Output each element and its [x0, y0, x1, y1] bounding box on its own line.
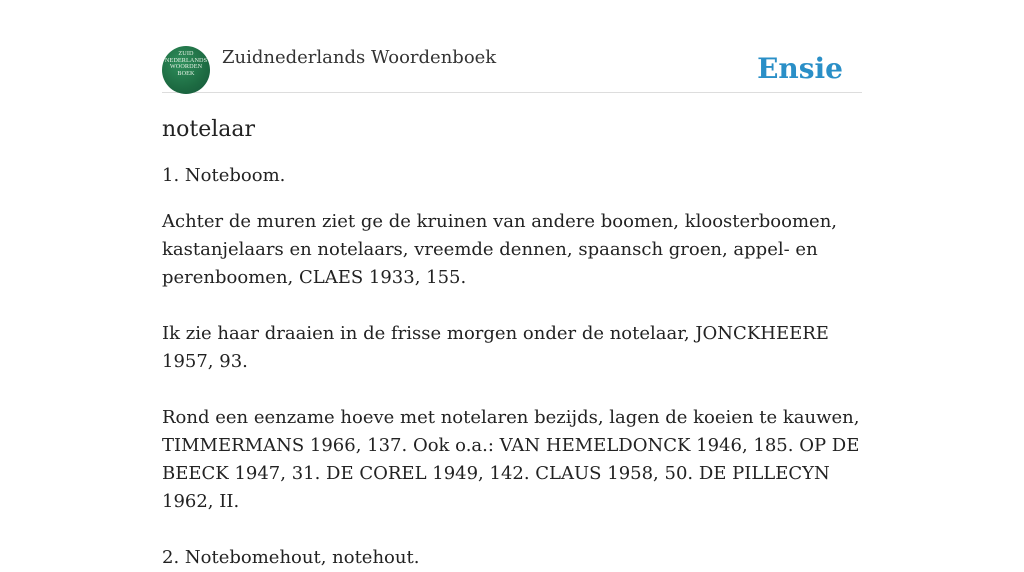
- site-logo[interactable]: [162, 46, 210, 94]
- entry-content: [162, 112, 862, 572]
- site-header: [162, 46, 862, 93]
- sense-1: 1. Noteboom.: [162, 165, 286, 186]
- sense-2: 2. Notebomehout, notehout.: [162, 547, 420, 568]
- citation-quote: Rond een eenzame hoeve met notelaren bezijds, lagen de koeien te kauwen, TIMMERMANS 1966, 137. Ook o.a.: VAN HEMELDONCK 1946, 185. OP DE BEECK 1947, 31. DE COREL 1949, 142. CLAUS 1958, 50. DE PILLECYN 1962, II.: [162, 407, 860, 512]
- entry-headword: notelaar: [162, 117, 256, 142]
- citation-quote: Achter de muren ziet ge de kruinen van andere boomen, kloosterboomen, kastanjelaars en notelaars, vreemde dennen, spaansch groen, appel- en perenboomen, CLAES 1933, 155.: [162, 211, 838, 288]
- brand-logo-link[interactable]: Ensie: [757, 52, 843, 85]
- logo-text: ZUID NEDERLANDS WOORDEN BOEK: [164, 50, 208, 77]
- citation-quote: Ik zie haar draaien in de frisse morgen onder de notelaar, JONCKHEERE 1957, 93.: [162, 323, 829, 372]
- site-name-link[interactable]: Zuidnederlands Woordenboek: [222, 47, 497, 68]
